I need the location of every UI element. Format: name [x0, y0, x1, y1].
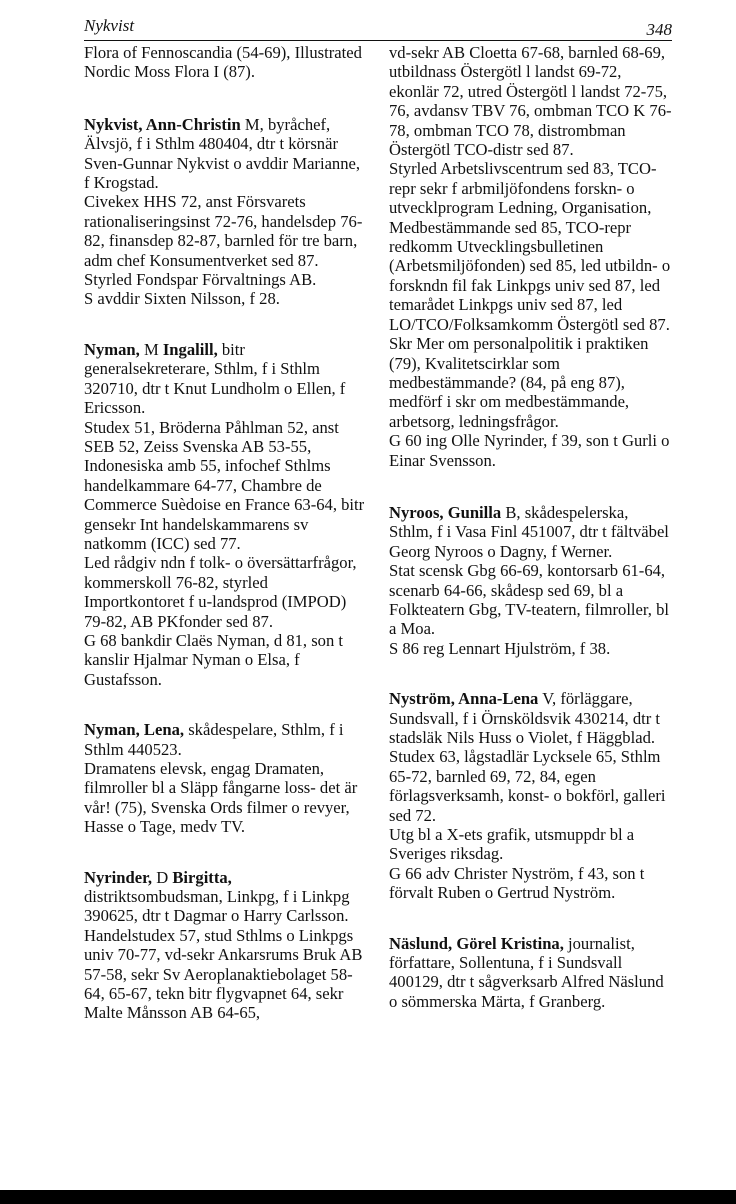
entry-details: distriktsombudsman, Linkpg, f i Linkpg 390625, dtr t Dagmar o Harry Carlsson.: [84, 887, 350, 926]
entry-intro: [389, 689, 674, 747]
entry-paragraph: Utg bl a X-ets grafik, utsmuppdr bl a Sveriges riksdag.: [389, 825, 635, 864]
page-header: [84, 14, 672, 41]
biography-entry: [389, 934, 674, 1012]
entry-surname: Nyroos, Gunilla: [389, 502, 502, 522]
entry-details: B, skådespelerska, Sthlm, f i Vasa Finl 451007, dtr t fältväbel Georg Nyroos o Dagny, f Werner.: [389, 502, 669, 561]
entry-paragraph: Styrled Fondspar Förvaltnings AB.: [84, 270, 317, 290]
entry-paragraph: G 60 ing Olle Nyrinder, f 39, son t Gurli o Einar Svensson.: [389, 431, 670, 470]
biography-entry: [84, 340, 369, 689]
entry-given-name: Birgitta,: [172, 867, 232, 887]
entry-paragraph: Skr Mer om personalpolitik i praktiken (79), Kvalitetscirklar som medbestämmande? (84, på eng 87), medförf i skr om medbestämmande, arbetsorg, ledningsfrågor.: [389, 334, 649, 431]
entry-paragraph: Stat scensk Gbg 66-69, kontorsarb 61-64, scenarb 64-66, skådesp sed 69, bl a Folkteatern Gbg, TV-teatern, filmroller, bl a Moa.: [389, 561, 669, 639]
entry-paragraph: S 86 reg Lennart Hjulström, f 38.: [389, 638, 611, 658]
biography-entry: [84, 720, 369, 836]
entry-paragraph: Civekex HHS 72, anst Försvarets rationaliseringsinst 72-76, handelsdep 76-82, finansdep 82-87, barnled för tre barn, adm chef Konsumentverket sed 87.: [84, 192, 363, 270]
entry-details: V, förläggare, Sundsvall, f i Örnsköldsvik 430214, dtr t stadsläk Nils Huss o Violet, f Häggblad.: [389, 689, 661, 747]
biography-entry: [84, 868, 369, 1023]
biography-entry: [389, 689, 674, 902]
right-column: [389, 43, 674, 1042]
entry-surname: Näslund, Görel Kristina,: [389, 933, 564, 953]
entry-paragraph: Studex 63, lågstadlär Lycksele 65, Sthlm 65-72, barnled 69, 72, 84, egen förlagsverksamh, konst- o bokförl, galleri sed 72.: [389, 747, 666, 825]
entry-details: bitr generalsekreterare, Sthlm, f i Sthlm 320710, dtr t Knut Lundholm o Ellen, f Ericsson.: [84, 339, 346, 418]
entry-details: M, byråchef, Älvsjö, f i Sthlm 480404, dtr t körsnär Sven-Gunnar Nykvist o avddir Marianne, f Krogstad.: [84, 114, 361, 193]
entry-paragraph: Handelstudex 57, stud Sthlms o Linkpgs univ 70-77, vd-sekr Ankarsrums Bruk AB 57-58, sekr Sv Aeroplanaktiebolaget 58-64, 65-67, tekn bitr flygvapnet 64, sekr Malte Månsson AB 64-65,: [84, 925, 363, 1023]
entry-surname: Nyman,: [84, 339, 144, 359]
entry-paragraph: Styrled Arbetslivscentrum sed 83, TCO-repr sekr f arbmiljöfondens forskn- o utvecklprogram Ledning, Organisation, Medbestämmande sed 85, TCO-repr redkomm Utvecklingsbulletinen (Arbetsmiljöfonden) sed 85, led utbildn- o forskndn fil fak Linkpgs univ sed 87, led temarådet Linkpgs univ sed 87, led LO/TCO/Folksamkomm Östergötl sed 87.: [389, 159, 671, 334]
entry-intro: [389, 934, 674, 1012]
continuation-text: Flora of Fennoscandia (54-69), Illustrated Nordic Moss Flora I (87).: [84, 43, 362, 82]
biography-entry: [84, 115, 369, 309]
entry-intro: Nyman, M Ingalill, bitr generalsekreterare, Sthlm, f i Sthlm 320710, dtr t Knut Lundholm o Ellen, f Ericsson.: [84, 339, 346, 418]
entry-paragraph: vd-sekr AB Cloetta 67-68, barnled 68-69, utbildnass Östergötl l landst 69-72, ekonlär 72, utred Östergötl l landst 72-75, 76, avdansv TBV 76, ombman TCO K 76-78, ombman TCO 78, distrombman Östergötl TCO-distr sed 87.: [389, 43, 672, 160]
entry-surname: Nykvist,: [84, 114, 146, 134]
scan-edge-band: [0, 1190, 736, 1204]
entry-given-name: Ingalill,: [162, 339, 218, 359]
entry-paragraph: Studex 51, Bröderna Påhlman 52, anst SEB 52, Zeiss Svenska AB 53-55, Indonesiska amb 55, infochef Sthlms handelkammare 64-77, Chambre de Commerce Suèdoise en France 63-64, bitr gensekr Int handelskammarens sv natkomm (ICC) sed 77.: [84, 417, 365, 553]
continuation-text: [389, 43, 674, 470]
entry-paragraph: Led rådgiv ndn f tolk- o översättarfrågor, kommerskoll 76-82, styrled Importkontoret f u-landsprod (IMPOD) 79-82, AB PKfonder sed 87.: [84, 553, 357, 631]
entry-surname: Nyman, Lena,: [84, 720, 185, 740]
entry-intro: Nyrinder, D Birgitta, distriktsombudsman, Linkpg, f i Linkpg 390625, dtr t Dagmar o Harry Carlsson.: [84, 867, 350, 926]
entry-details: journalist, författare, Sollentuna, f i Sundsvall 400129, dtr t sågverksarb Alfred Näslund o sömmerska Märta, f Granberg.: [389, 933, 664, 1011]
entry-intro: [84, 115, 369, 193]
entry-intro: [84, 720, 369, 759]
entry-paragraph: S avddir Sixten Nilsson, f 28.: [84, 289, 280, 309]
entry-details: skådespelare, Sthlm, f i Sthlm 440523.: [84, 720, 344, 759]
page-number: 348: [646, 20, 672, 39]
entry-paragraph: Dramatens elevsk, engag Dramaten, filmroller bl a Släpp fångarne loss- det är vår! (75), Svenska Ords filmer o revyer, Hasse o Tage, medv TV.: [84, 759, 358, 837]
entry-intro: [389, 503, 674, 561]
entry-paragraph: G 68 bankdir Claës Nyman, d 81, son t kanslir Hjalmar Nyman o Elsa, f Gustafsson.: [84, 630, 344, 689]
entry-given-name: Ann-Christin: [145, 114, 241, 134]
biography-entry: [389, 503, 674, 658]
left-column: [84, 43, 369, 1054]
running-head: Nykvist: [84, 16, 135, 35]
entry-surname: Nyström, Anna-Lena: [389, 689, 539, 709]
entry-surname: Nyrinder,: [84, 867, 157, 887]
entry-paragraph: G 66 adv Christer Nyström, f 43, son t förvalt Ruben o Gertrud Nyström.: [389, 863, 645, 903]
